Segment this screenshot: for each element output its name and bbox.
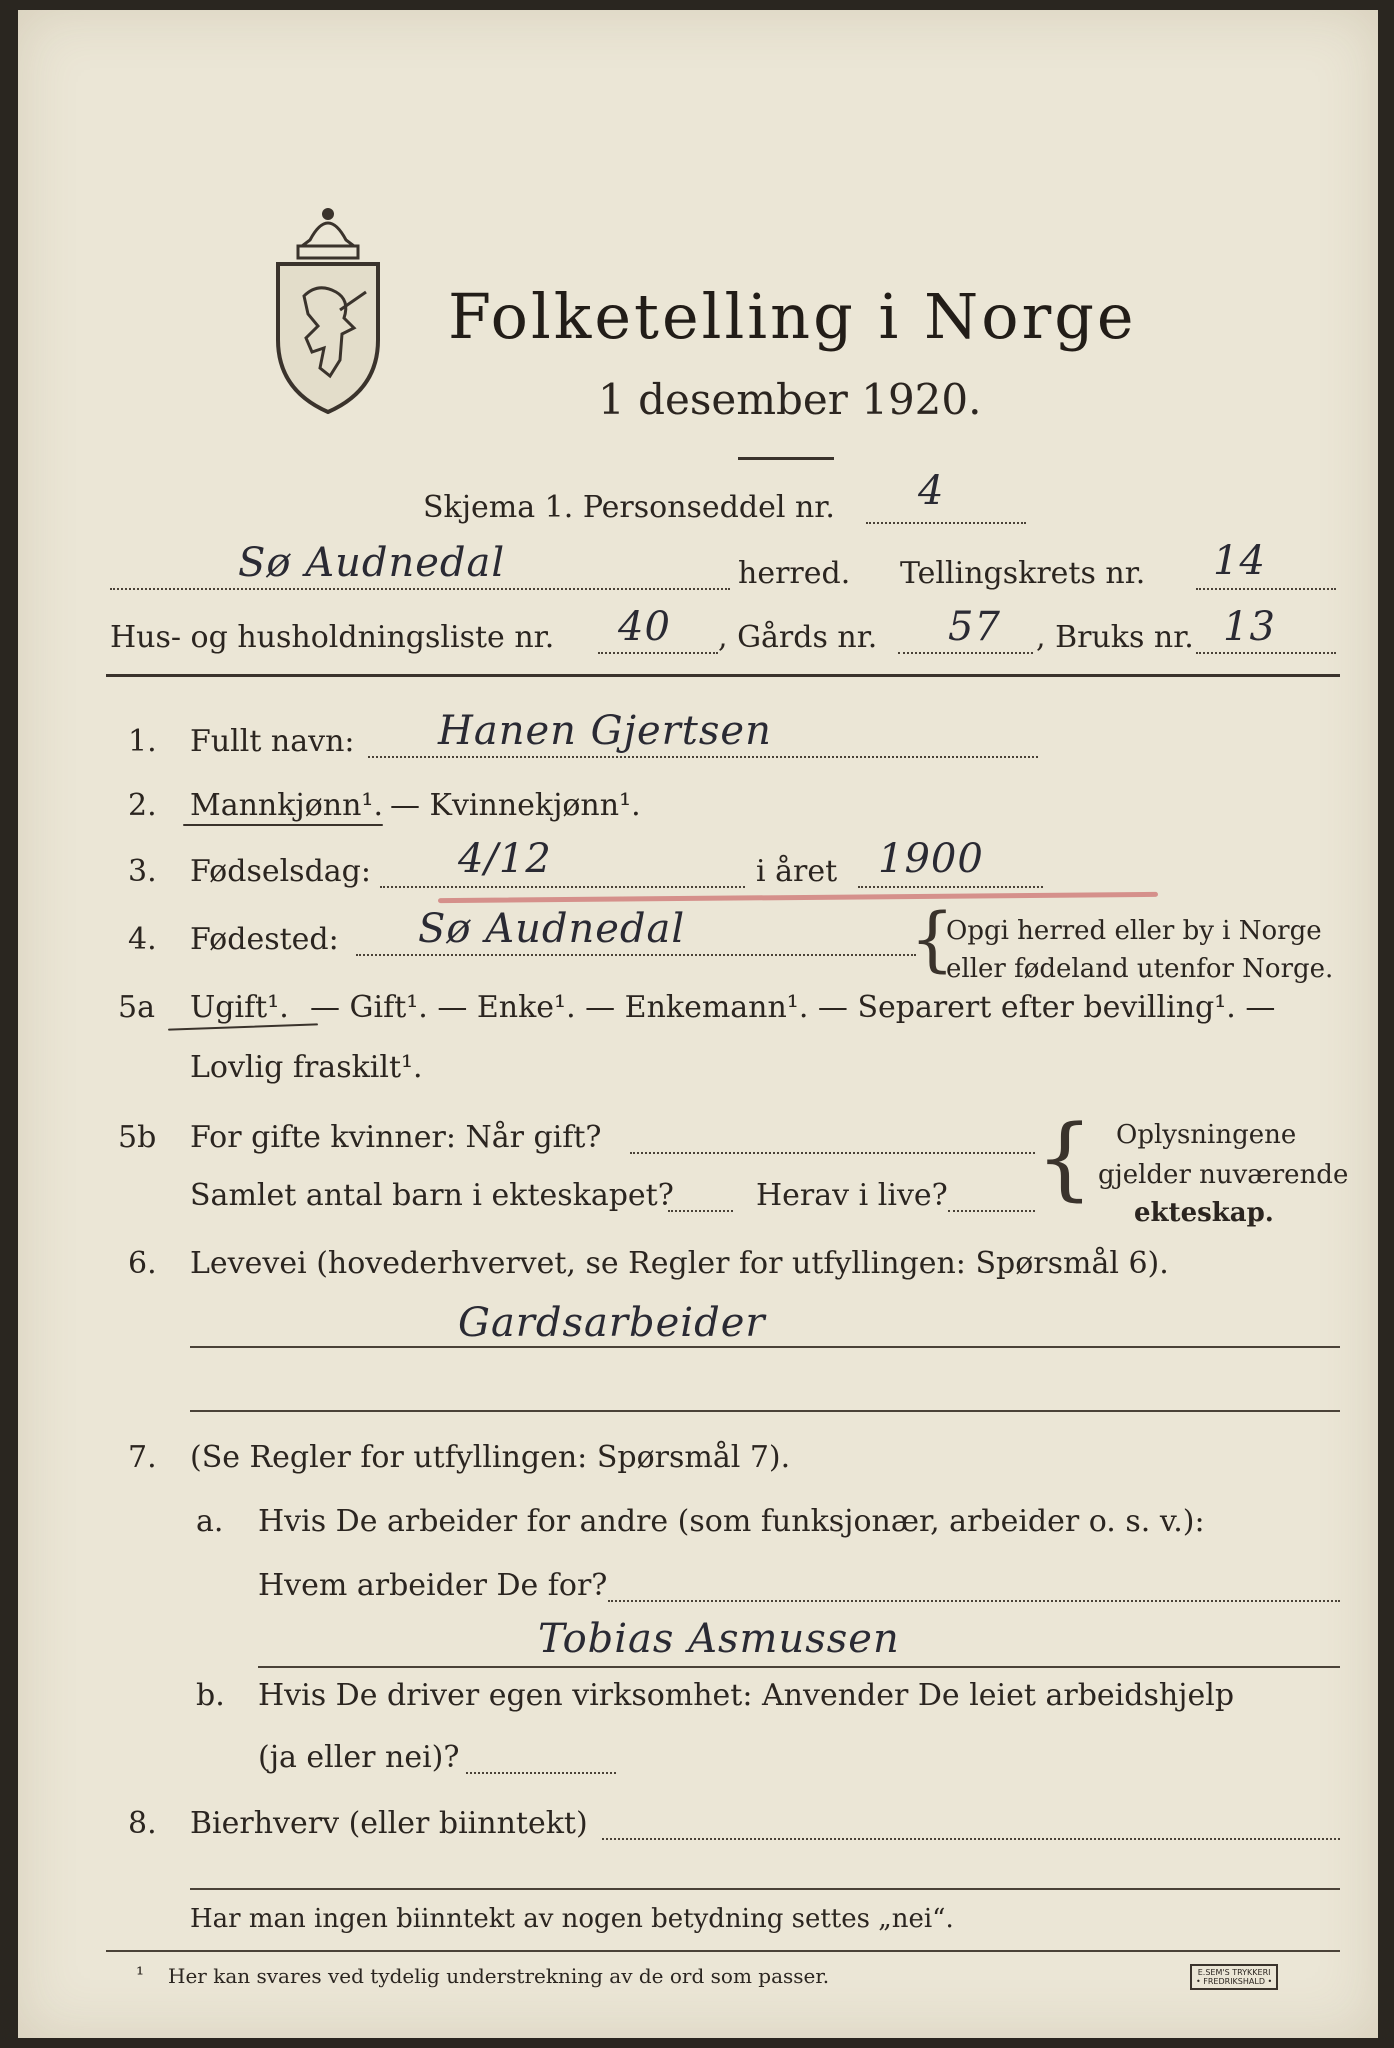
q4-line [356,954,916,956]
q5b-married-label: For gifte kvinner: Når gift? [190,1120,602,1155]
q4-label: Fødested: [190,922,339,957]
tellingskrets-line [1196,588,1336,590]
q5b-married-line [630,1152,1035,1154]
q3-line [380,886,745,888]
husliste-line [598,652,718,654]
q5b-note-3: ekteskap. [1134,1198,1274,1228]
q5b-note-1: Oplysningene [1116,1120,1297,1150]
q8-line [602,1838,1340,1840]
q3-value: 4/12 [458,836,552,882]
bruks-value: 13 [1223,604,1276,650]
q6-line-2 [190,1410,1340,1412]
q5b-alive-line [948,1210,1035,1212]
tellingskrets-label: Tellingskrets nr. [900,556,1146,591]
q2-female-label: — Kvinnekjønn¹. [390,788,641,823]
printer-mark [1190,1964,1278,1990]
q5a-number: 5a [118,990,155,1025]
q5a-ugift-label: Ugift¹. [190,990,289,1025]
q7a-value: Tobias Asmussen [538,1616,900,1662]
q4-note-2: eller fødeland utenfor Norge. [946,954,1334,984]
q5b-brace: { [1036,1106,1094,1211]
q6-label: Levevei (hovederhvervet, se Regler for utfyllingen: Spørsmål 6). [190,1246,1169,1281]
q5a-other-labels: — Gift¹. — Enke¹. — Enkemann¹. — Separert efter bevilling¹. — [310,990,1276,1025]
q3-year-value: 1900 [878,836,984,882]
q4-number: 4. [128,922,157,957]
gards-value: 57 [948,604,1001,650]
q4-note-1: Opgi herred eller by i Norge [946,916,1322,946]
bruks-label: , Bruks nr. [1036,620,1194,655]
footnote-mark: ¹ [136,1962,145,1986]
q8-label: Bierhverv (eller biinntekt) [190,1806,588,1841]
q1-number: 1. [128,724,157,759]
q5b-children-line [668,1210,733,1212]
q5a-fraskilt-label: Lovlig fraskilt¹. [190,1050,423,1085]
herred-value: Sø Audnedal [238,540,506,586]
personseddel-value: 4 [918,468,945,514]
red-pencil-mark [438,892,1158,903]
printer-city: • FREDRIKSHALD • [1196,1977,1273,1986]
q7b-yesno-line [466,1772,616,1774]
q5b-alive-label: Herav i live? [756,1178,948,1213]
q7a-who-line-2 [258,1666,1340,1668]
husliste-label: Hus- og husholdningsliste nr. [110,620,555,655]
skjema-label: Skjema 1. Personseddel nr. [423,490,835,525]
husliste-value: 40 [618,604,671,650]
q4-brace: { [910,898,955,980]
personseddel-line [866,522,1026,524]
herred-line [110,588,730,590]
biinntekt-note: Har man ingen biinntekt av nogen betydning settes „nei“. [190,1904,954,1934]
q7b-number: b. [196,1678,225,1713]
gards-line [898,652,1033,654]
gards-label: , Gårds nr. [718,620,878,655]
form-title: Folketelling i Norge [448,280,1137,353]
tellingskrets-value: 14 [1213,538,1266,584]
bruks-line [1196,652,1336,654]
q7b-label: Hvis De driver egen virksomhet: Anvender De leiet arbeidshjelp [258,1678,1235,1713]
q7-label: (Se Regler for utfyllingen: Spørsmål 7). [190,1440,791,1475]
q2-male-label: Mannkjønn¹. [190,788,383,823]
printer-name: E.SEM'S TRYKKERI [1197,1968,1271,1977]
q7b-yesno-label: (ja eller nei)? [258,1740,460,1775]
header-rule [106,674,1340,677]
title-divider [738,457,834,460]
q2-number: 2. [128,788,157,823]
q7a-label: Hvis De arbeider for andre (som funksjonær, arbeider o. s. v.): [258,1504,1205,1539]
q7a-who-label: Hvem arbeider De for? [258,1568,608,1603]
q7a-number: a. [196,1504,224,1539]
norwegian-lion-shield-icon [258,200,398,420]
q4-value: Sø Audnedal [418,906,686,952]
q3-label: Fødselsdag: [190,854,371,889]
q6-value: Gardsarbeider [458,1300,766,1346]
q5b-note-2: gjelder nuværende [1098,1160,1349,1190]
q5b-number: 5b [118,1120,157,1155]
q7-number: 7. [128,1440,157,1475]
q8-number: 8. [128,1806,157,1841]
q7a-who-line [608,1600,1340,1602]
q1-label: Fullt navn: [190,724,355,759]
footnote-text: Her kan svares ved tydelig understrekning av de ord som passer. [168,1964,830,1988]
q5b-children-label: Samlet antal barn i ekteskapet? [190,1178,674,1213]
q3-year-line [858,886,1043,888]
footer-rule [106,1950,1340,1952]
q1-line [368,756,1038,758]
q6-number: 6. [128,1246,157,1281]
census-date: 1 desember 1920. [598,375,982,424]
q2-male-underline [183,824,383,826]
q8-line-2 [190,1888,1340,1890]
q1-value: Hanen Gjertsen [438,708,772,754]
herred-label: herred. [738,556,851,591]
census-form [18,10,1378,2038]
q3-number: 3. [128,854,157,889]
q6-line-1 [190,1346,1340,1348]
q3-year-label: i året [756,854,838,889]
